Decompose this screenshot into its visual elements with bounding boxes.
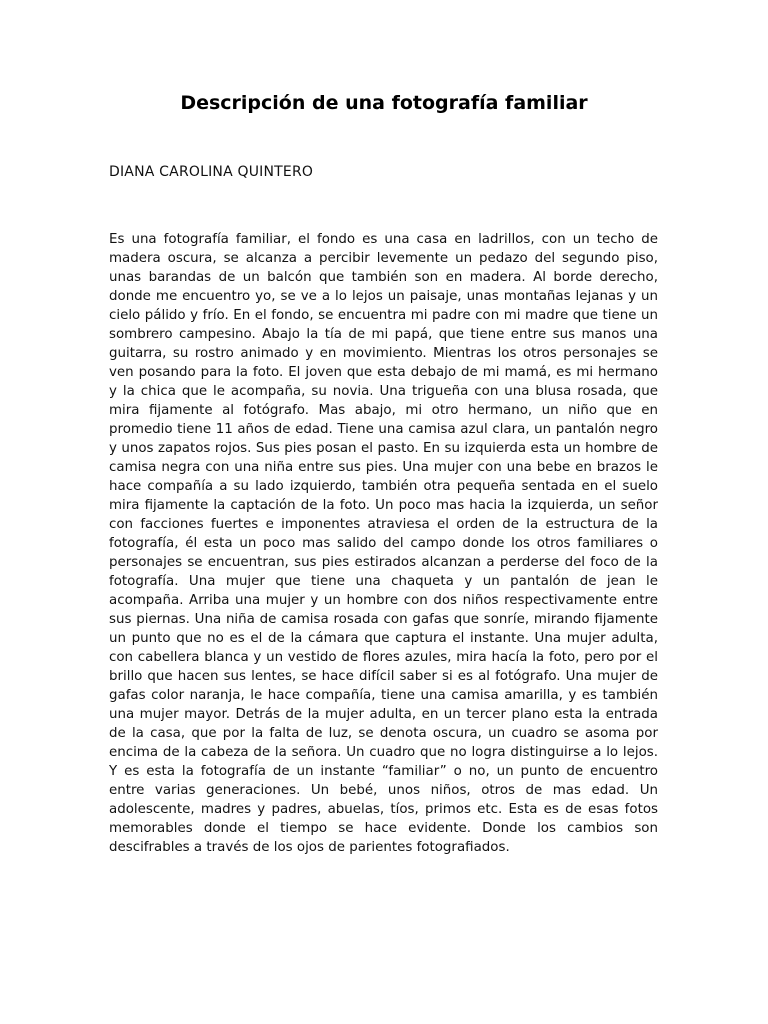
document-body-paragraph: Es una fotografía familiar, el fondo es una casa en ladrillos, con un techo de madera oscura, se alcanza a percibir levemente un pedazo del segundo piso, unas barandas de un balcón que también son en madera. Al borde derecho, donde me encuentro yo, se ve a lo lejos un paisaje, unas montañas lejanas y un cielo pálido y frío. En el fondo, se encuentra mi padre con mi madre que tiene un sombrero campesino. Abajo la tía de mi papá, que tiene entre sus manos una guitarra, su rostro animado y en movimiento. Mientras los otros personajes se ven posando para la foto. El joven que esta debajo de mi mamá, es mi hermano y la chica que le acompaña, su novia. Una trigueña con una blusa rosada, que mira fijamente al fotógrafo. Mas abajo, mi otro hermano, un niño que en promedio tiene 11 años de edad. Tiene una camisa azul clara, un pantalón negro y unos zapatos rojos. Sus pies posan el pasto. En su izquierda esta un hombre de camisa negra con una niña entre sus pies. Una mujer con una bebe en brazos le hace compañía a su lado izquierdo, también otra pequeña sentada en el suelo mira fijamente la captación de la foto. Un poco mas hacia la izquierda, un señor con facciones fuertes e imponentes atraviesa el orden de la estructura de la fotografía, él esta un poco mas salido del campo donde los otros familiares o personajes se encuentran, sus pies estirados alcanzan a perderse del foco de la fotografía. Una mujer que tiene una chaqueta y un pantalón de jean le acompaña. Arriba una mujer y un hombre con dos niños respectivamente entre sus piernas. Una niña de camisa rosada con gafas que sonríe, mirando fijamente un punto que no es el de la cámara que captura el instante. Una mujer adulta, con cabellera blanca y un vestido de flores azules, mira hacía la foto, pero por el brillo que hacen sus lentes, se hace difícil saber si es al fotógrafo. Una mujer de gafas color naranja, le hace compañía, tiene una camisa amarilla, y es también una mujer mayor. Detrás de la mujer adulta, en un tercer plano esta la entrada de la casa, que por la falta de luz, se denota oscura, un cuadro se asoma por encima de la cabeza de la señora. Un cuadro que no logra distinguirse a lo lejos. Y es esta la fotografía de un instante “familiar” o no, un punto de encuentro entre varias generaciones. Un bebé, unos niños, otros de mas edad. Un adolescente, madres y padres, abuelas, tíos, primos etc. Esta es de esas fotos memorables donde el tiempo se hace evidente. Donde los cambios son descifrables a través de los ojos de parientes fotografiados. (109, 232, 658, 855)
document-title: Descripción de una fotografía familiar (180, 92, 588, 114)
document-author: DIANA CAROLINA QUINTERO (109, 164, 314, 180)
